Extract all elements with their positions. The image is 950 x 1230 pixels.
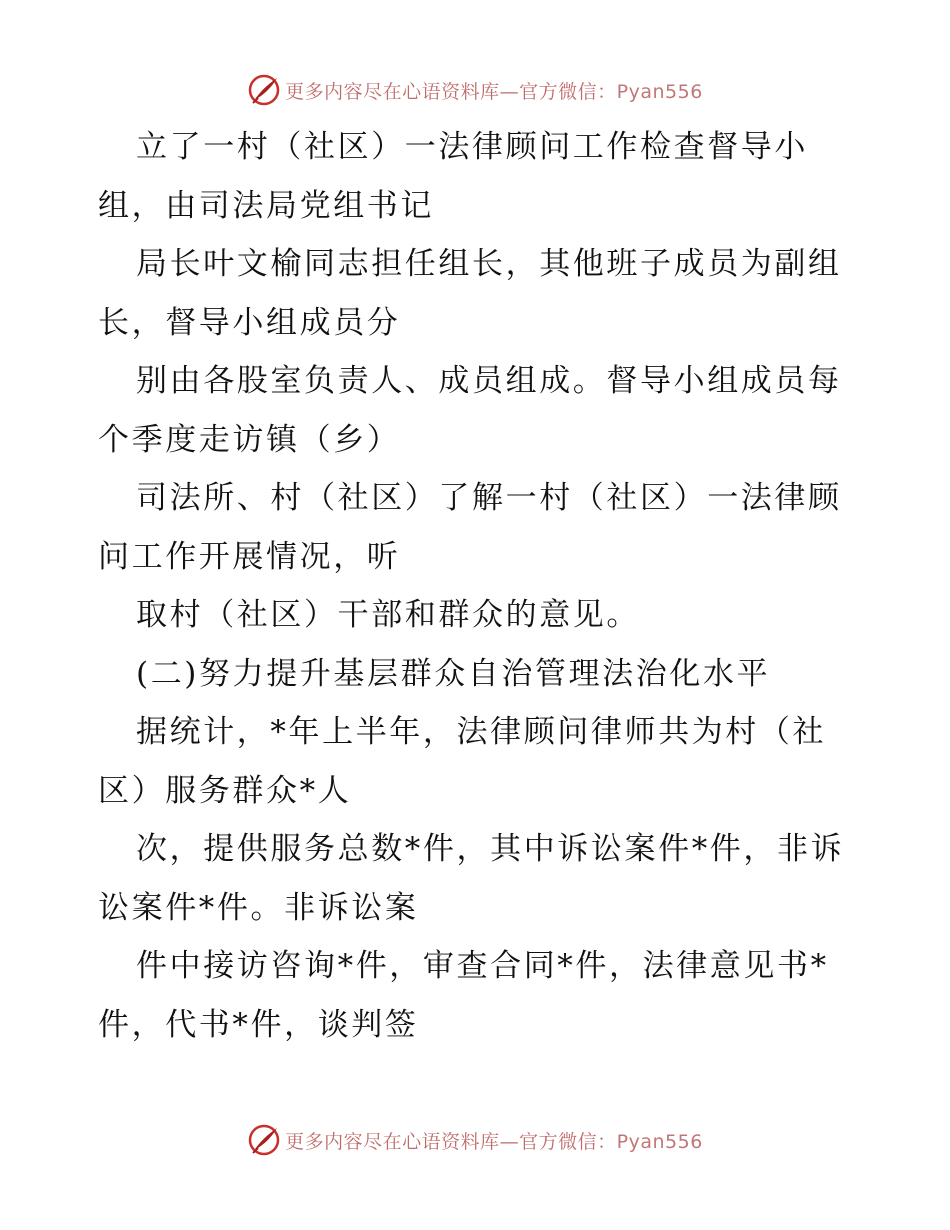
footer-watermark	[0, 1120, 950, 1160]
text-line: 司法所、村（社区）了解一村（社区）一法律顾	[136, 480, 842, 516]
text-line: 次，提供服务总数*件，其中诉讼案件*件，非诉	[136, 831, 845, 867]
text-line: 长，督导小组成员分	[98, 304, 401, 341]
text-line: (二)努力提升基层群众自治管理法治化水平	[136, 655, 771, 692]
text-line: 讼案件*件。非诉讼案	[98, 889, 419, 926]
text-line: 问工作开展情况，听	[98, 538, 401, 575]
watermark-text: 更多内容尽在心语资料库—官方微信：Pyan556	[285, 1130, 703, 1153]
text-line: 取村（社区）干部和群众的意见。	[136, 597, 640, 633]
text-line: 据统计，*年上半年，法律顾问律师共为村（社	[136, 714, 827, 750]
quill-logo-icon	[247, 73, 281, 107]
text-line: 别由各股室负责人、成员组成。督导小组成员每	[136, 363, 842, 399]
text-line: 件，代书*件，谈判签	[98, 1006, 419, 1043]
document-body	[98, 118, 858, 1054]
text-line: 个季度走访镇（乡）	[98, 421, 401, 458]
watermark-text: 更多内容尽在心语资料库—官方微信：Pyan556	[285, 80, 703, 103]
text-line: 区）服务群众*人	[98, 772, 352, 809]
quill-logo-icon	[247, 1123, 281, 1157]
text-line: 组，由司法局党组书记	[98, 187, 434, 224]
text-line: 件中接访咨询*件，审查合同*件，法律意见书*	[136, 948, 829, 984]
text-line: 立了一村（社区）一法律顾问工作检查督导小	[136, 129, 808, 165]
header-watermark	[0, 70, 950, 110]
text-line: 局长叶文榆同志担任组长，其他班子成员为副组	[136, 246, 842, 282]
